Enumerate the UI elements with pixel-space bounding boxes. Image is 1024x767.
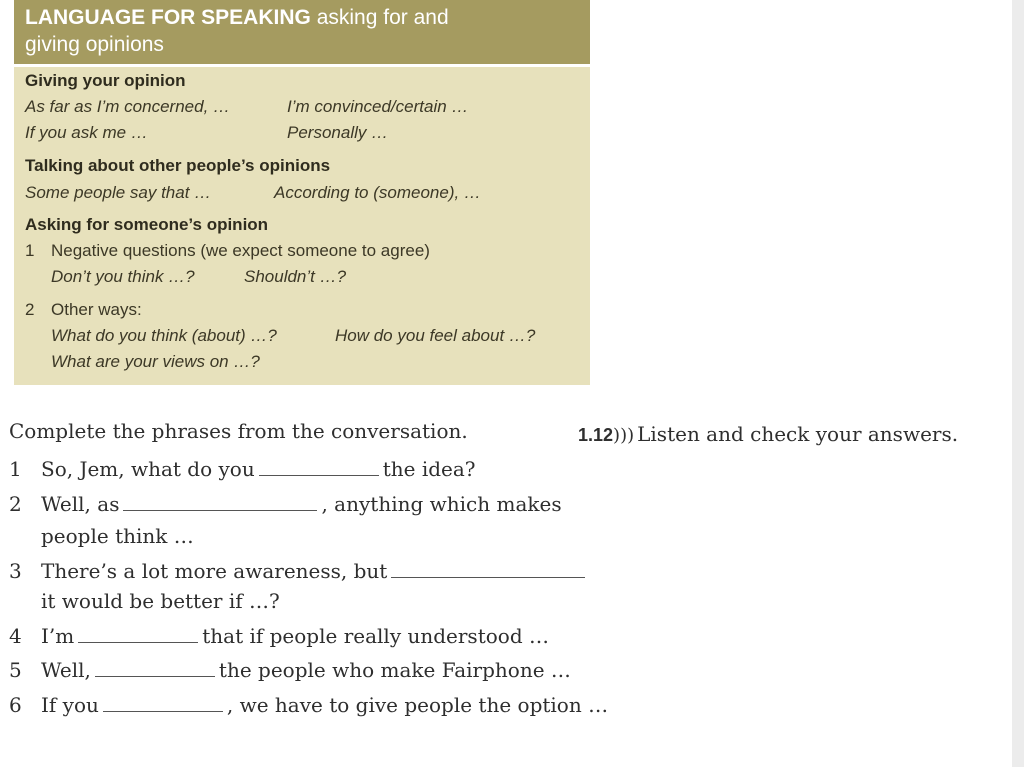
answer-blank[interactable]: [95, 658, 215, 677]
item-text-continued: it would be better if …?: [41, 589, 280, 613]
phrase: According to (someone), …: [274, 183, 481, 202]
item-text: If you: [41, 693, 99, 717]
item-number: 5: [9, 658, 22, 682]
audio-waves-icon: ))): [613, 425, 635, 446]
audio-instruction: [578, 421, 958, 449]
list-number: 1: [25, 241, 35, 260]
list-item: [41, 456, 476, 482]
phrase: Shouldn’t …?: [244, 267, 347, 286]
item-text: Well,: [41, 658, 91, 682]
item-text: , we have to give people the option …: [226, 693, 609, 717]
answer-blank[interactable]: [103, 693, 223, 712]
item-text: I’m: [41, 624, 75, 648]
list-text: Other ways:: [51, 300, 142, 319]
phrase: What do you think (about) …?: [51, 326, 277, 345]
answer-blank[interactable]: [391, 559, 585, 578]
audio-text: Listen and check your answers.: [637, 422, 959, 446]
section-heading-giving: Giving your opinion: [25, 71, 186, 90]
item-text: Well, as: [41, 492, 120, 516]
item-number: 2: [9, 492, 22, 516]
item-text: So, Jem, what do you: [41, 457, 255, 481]
box-title-rest-2: giving opinions: [25, 33, 164, 56]
phrase: What are your views on …?: [51, 352, 260, 371]
box-title-rest-1: asking for and: [316, 6, 449, 29]
list-item: [41, 657, 571, 683]
list-item: [41, 491, 562, 517]
phrase: If you ask me …: [25, 123, 148, 142]
right-edge-strip: [1012, 0, 1024, 767]
item-number: 6: [9, 693, 22, 717]
item-number: 1: [9, 457, 22, 481]
item-number: 4: [9, 624, 22, 648]
answer-blank[interactable]: [259, 457, 379, 476]
audio-track-number: 1.12: [578, 425, 614, 445]
item-text-continued: people think …: [41, 524, 194, 548]
list-number: 2: [25, 300, 35, 319]
phrase: Personally …: [287, 123, 389, 142]
section-heading-others: Talking about other people’s opinions: [25, 156, 331, 175]
list-text: Negative questions (we expect someone to agree): [51, 241, 430, 260]
answer-blank[interactable]: [123, 492, 317, 511]
exercise-instruction: Complete the phrases from the conversation.: [9, 419, 468, 443]
phrase: Some people say that …: [25, 183, 212, 202]
phrase: How do you feel about …?: [335, 326, 536, 345]
phrase: Don’t you think …?: [51, 267, 195, 286]
list-item: [41, 692, 608, 718]
item-text: that if people really understood …: [202, 624, 549, 648]
item-text: the idea?: [382, 457, 476, 481]
box-header: [14, 0, 590, 64]
box-body: [14, 67, 590, 385]
phrase: I’m convinced/certain …: [287, 97, 469, 116]
phrase: As far as I’m concerned, …: [25, 97, 231, 116]
list-item: [41, 623, 549, 649]
answer-blank[interactable]: [78, 624, 198, 643]
item-text: There’s a lot more awareness, but: [41, 559, 388, 583]
language-box: [14, 0, 590, 385]
list-item: [41, 558, 589, 584]
item-number: 3: [9, 559, 22, 583]
item-text: the people who make Fairphone …: [218, 658, 571, 682]
item-text: , anything which makes: [321, 492, 562, 516]
section-heading-asking: Asking for someone’s opinion: [25, 215, 269, 234]
box-title-bold: LANGUAGE FOR SPEAKING: [25, 6, 311, 29]
